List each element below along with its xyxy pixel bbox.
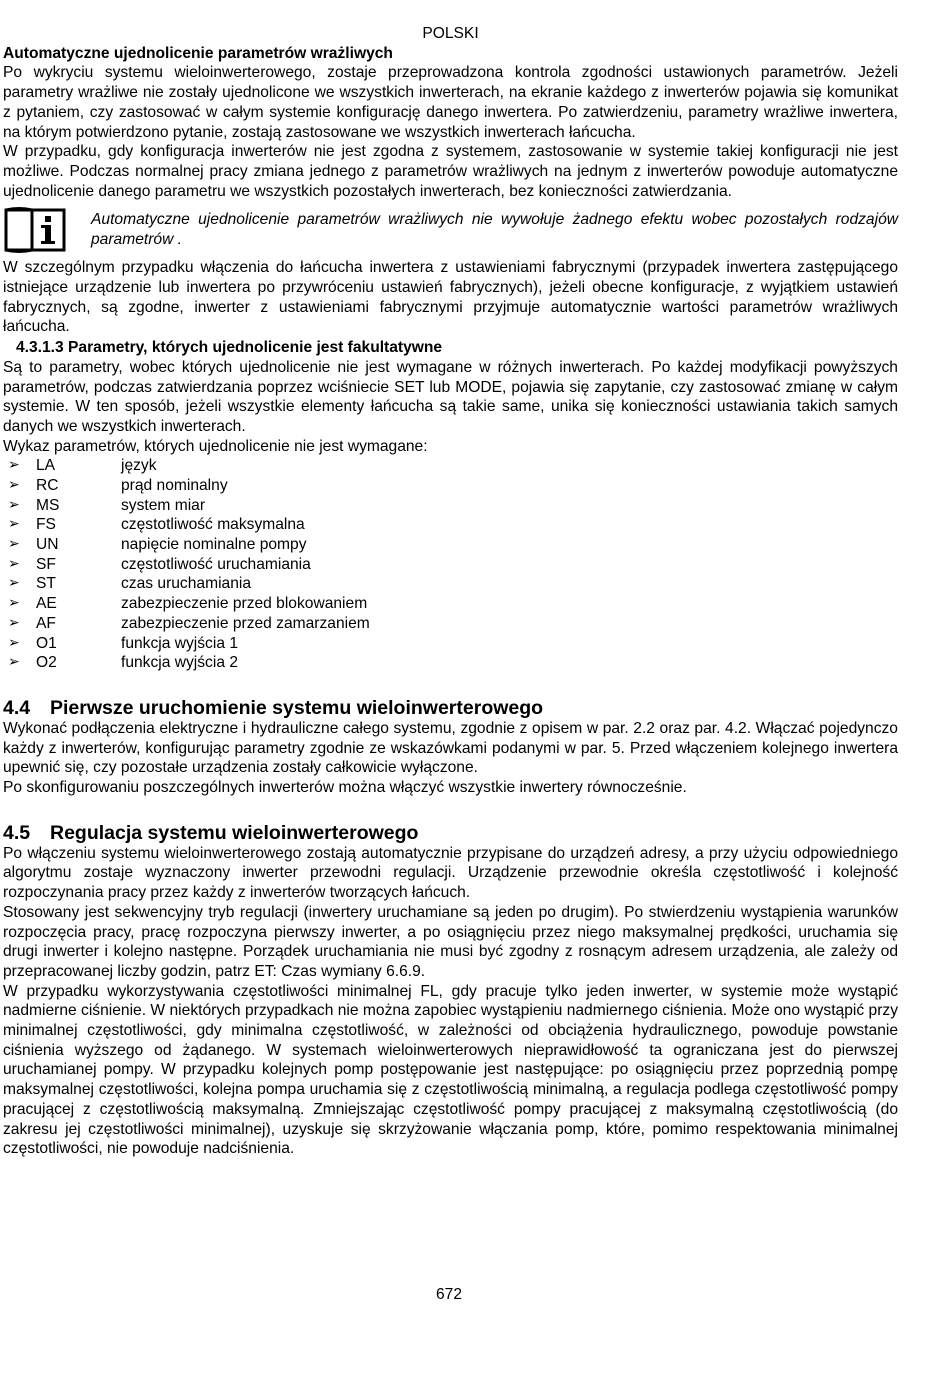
param-desc: czas uruchamiania <box>121 575 252 593</box>
param-code: AF <box>36 614 56 632</box>
section-title: Regulacja systemu wieloinwerterowego <box>50 821 419 844</box>
param-code: RC <box>36 477 59 495</box>
list-item <box>3 515 898 535</box>
list-item <box>3 634 898 654</box>
list-item <box>3 653 898 673</box>
param-desc: funkcja wyjścia 2 <box>121 654 238 672</box>
paragraph: W szczególnym przypadku włączenia do łańcucha inwertera z ustawieniami fabrycznymi (przypadek inwertera zastępującego istniejące urządzenie lub inwertera po przywróceniu ustawień fabrycznych), jeżeli obecne konfiguracje, z wyjątkiem ustawień fabrycznych, są zgodne, inwerter z ustawieniami fabrycznymi przyjmuje automatycznie wartości parametrów wrażliwych łańcucha. <box>3 259 898 336</box>
list-item <box>3 574 898 594</box>
list-item <box>3 555 898 575</box>
section-number: 4.5 <box>3 821 31 844</box>
param-desc: system miar <box>121 496 206 514</box>
param-code: ST <box>36 575 56 593</box>
param-desc: funkcja wyjścia 1 <box>121 634 238 652</box>
paragraph: Stosowany jest sekwencyjny tryb regulacji (inwertery uruchamiane są jeden po drugim). Po stwierdzeniu wystąpienia warunków rozpoczęcia pracy, pracę rozpoczyna pierwszy inwerter, a po osiągnięciu przez niego maksymalnej prędkości, uruchamia się drugi inwerter i kolejno następne. Porządek uruchamiania nie musi być zgodny z rosnącym adresem urządzenia, ale zależy od przepracowanej liczby godzin, patrz ET: Czas wymiany 6.6.9. <box>3 903 898 980</box>
section-heading-4-4 <box>3 697 898 719</box>
arrow-bullet-icon: ➢ <box>8 516 20 533</box>
section-title-auto-unification: Automatyczne ujednolicenie parametrów wrażliwych <box>3 44 393 62</box>
param-code: O1 <box>36 634 57 652</box>
section-number: 4.4 <box>3 696 31 719</box>
param-code: O2 <box>36 654 57 672</box>
param-code: SF <box>36 555 56 573</box>
param-desc: częstotliwość uruchamiania <box>121 555 311 573</box>
arrow-bullet-icon: ➢ <box>8 575 20 592</box>
paragraph: W przypadku, gdy konfiguracja inwerterów nie jest zgodna z systemem, zastosowanie w systemie takiej konfiguracji nie jest możliwe. Podczas normalnej pracy zmiana jednego z parametrów wrażliwych na jednym z inwerterów powoduje automatyczne ujednolicenie danego parametru we wszystkich pozostałych inwerterach, bez konieczności zatwierdzania. <box>3 143 898 200</box>
param-code: AE <box>36 595 57 613</box>
paragraph: Po skonfigurowaniu poszczególnych inwerterów można włączyć wszystkie inwertery równocześnie. <box>3 779 687 797</box>
list-item <box>3 456 898 476</box>
list-item <box>3 594 898 614</box>
page-number: 672 <box>435 1286 463 1303</box>
param-code: UN <box>36 536 59 554</box>
arrow-bullet-icon: ➢ <box>8 496 20 513</box>
arrow-bullet-icon: ➢ <box>8 595 20 612</box>
arrow-bullet-icon: ➢ <box>8 555 20 572</box>
param-desc: zabezpieczenie przed zamarzaniem <box>121 614 370 632</box>
arrow-bullet-icon: ➢ <box>8 614 20 631</box>
subsection-title-4-3-1-3: 4.3.1.3 Parametry, których ujednolicenie jest fakultatywne <box>16 339 443 357</box>
list-item <box>3 476 898 496</box>
parameter-list <box>3 456 898 673</box>
list-item <box>3 496 898 516</box>
info-note <box>3 204 898 254</box>
param-desc: napięcie nominalne pompy <box>121 536 307 554</box>
param-code: LA <box>36 457 56 475</box>
section-title: Pierwsze uruchomienie systemu wieloinwerterowego <box>50 696 544 719</box>
list-item <box>3 535 898 555</box>
arrow-bullet-icon: ➢ <box>8 634 20 651</box>
param-desc: częstotliwość maksymalna <box>121 516 305 534</box>
note-text: Automatyczne ujednolicenie parametrów wrażliwych nie wywołuje żadnego efektu wobec pozostałych rodzajów parametrów . <box>91 211 898 249</box>
paragraph: Po włączeniu systemu wieloinwerterowego zostają automatycznie przypisane do urządzeń adresy, a przy użyciu odpowiedniego algorytmu zostaje wyznaczony inwerter przewodni regulacji. Urządzenie przewodnie określa częstotliwość i kolejność rozpoczynania pracy przez każdy z inwerterów tworzących łańcuch. <box>3 844 898 902</box>
arrow-bullet-icon: ➢ <box>8 536 20 553</box>
param-code: FS <box>36 516 56 534</box>
paragraph: Po wykryciu systemu wieloinwerterowego, zostaje przeprowadzona kontrola zgodności ustawionych parametrów. Jeżeli parametry wrażliwe nie zostały ujednolicone we wszystkich inwerterach, na ekranie każdego z inwerterów pojawia się komunikat z pytaniem, czy zastosować w całym systemie konfigurację danego inwertera. Po zatwierdzeniu, parametry wrażliwe inwertera, na którym potwierdzono pytanie, zostają zastosowane we wszystkich inwerterach łańcucha. <box>3 64 898 141</box>
param-desc: zabezpieczenie przed blokowaniem <box>121 595 368 613</box>
arrow-bullet-icon: ➢ <box>8 477 20 494</box>
list-item <box>3 614 898 634</box>
info-book-icon <box>3 204 67 254</box>
section-heading-4-5 <box>3 822 898 844</box>
param-code: MS <box>36 496 60 514</box>
arrow-bullet-icon: ➢ <box>8 457 20 474</box>
paragraph: Są to parametry, wobec których ujednolicenie nie jest wymagane w różnych inwerterach. Po każdej modyfikacji powyższych parametrów, podczas zatwierdzania poprzez wciśniecie SET lub MODE, pojawia się zapytanie, czy zastosować zmianę w całym systemie. W ten sposób, jeżeli wszystkie elementy łańcucha są takie same, unika się konieczności ustawiania takich samych danych we wszystkich inwerterach. <box>3 358 898 435</box>
page-header-language: POLSKI <box>422 25 479 42</box>
arrow-bullet-icon: ➢ <box>8 654 20 671</box>
paragraph: Wykonać podłączenia elektryczne i hydrauliczne całego systemu, zgodnie z opisem w par. 2.2 oraz par. 4.2. Włączać pojedynczo każdy z inwerterów, konfigurując parametry zgodnie ze wskazówkami podanymi w par. 5. Przed włączeniem kolejnego inwertera upewnić się, czy pozostałe urządzenia zostały całkowicie wyłączone. <box>3 719 898 777</box>
list-intro: Wykaz parametrów, których ujednolicenie nie jest wymagane: <box>3 437 428 455</box>
paragraph: W przypadku wykorzystywania częstotliwości minimalnej FL, gdy pracuje tylko jeden inwerter, w systemie może wystąpić nadmierne ciśnienie. W niektórych przypadkach nie można zapobiec wystąpieniu nadmiernego ciśnienia. Może ono wystąpić przy minimalnej częstotliwości, gdy minimalna częstotliwość, w zależności od obciążenia hydraulicznego, powoduje powstanie ciśnienia wyższego od żądanego. W systemach wieloinwerterowych nieprawidłowość ta ograniczana jest do pierwszej uruchamianej pompy. W przypadku kolejnych pomp postępowanie jest następujące: po osiągnięciu przez poprzednią pompę maksymalnej częstotliwości, kolejna pompa uruchamia się z częstotliwością minimalną, a regulacja podlega częstotliwość pompy pracującej z częstotliwością maksymalną. Zmniejszając częstotliwość pompy pracującej z maksymalną częstotliwością (do zakresu jej częstotliwości minimalnej), uzyskuje się skrzyżowanie włączania pomp, które, pomimo respektowania minimalnej częstotliwości, nie powoduje nadciśnienia. <box>3 982 898 1158</box>
param-desc: język <box>121 457 157 475</box>
param-desc: prąd nominalny <box>121 477 228 495</box>
